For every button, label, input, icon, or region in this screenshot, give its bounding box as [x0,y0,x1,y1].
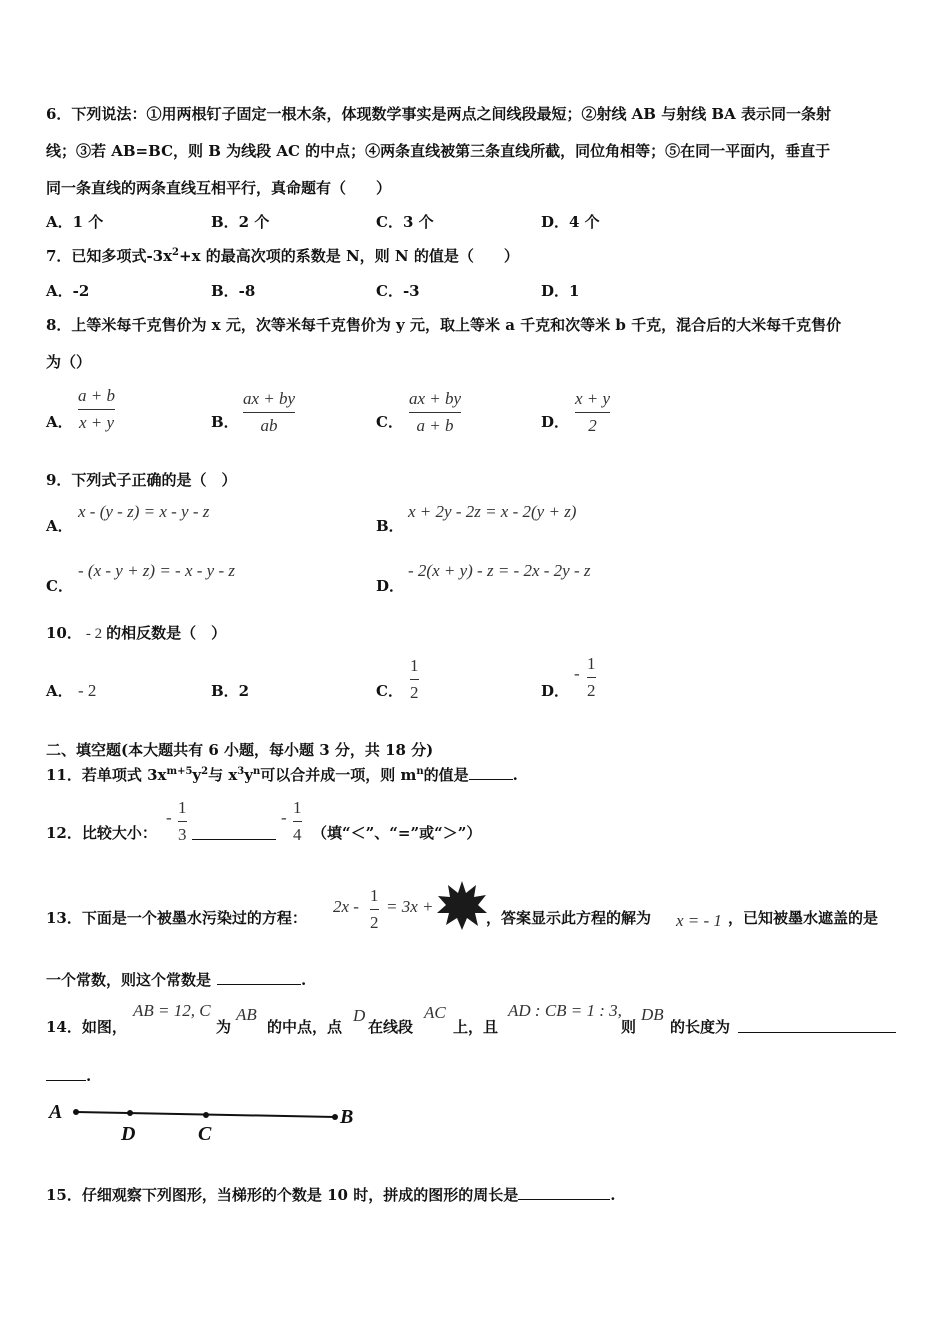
q15-stem [46,1184,615,1205]
q8-fraction-a [78,386,115,433]
q6-option-d: D．4 个 [541,213,600,231]
q8-label-b: B． [211,413,239,431]
q14-m5: AD : CB = 1 : 3, [508,1001,622,1020]
q13-suffix: ，已知被墨水遮盖的是 [728,909,879,927]
section-title-fill-blank: 二、填空题(本大题共有 6 小题，每小题 3 分，共 18 分) [46,741,434,759]
q8-fraction-a-num: a + b [78,386,115,405]
q8-fraction-c-num: ax + by [409,389,462,408]
q14-end: . [86,1067,92,1085]
q14-p7: 的长度为 [670,1018,731,1036]
q14-m1: AB = 12, C [133,1001,211,1020]
q13-answer-blank[interactable] [217,970,301,985]
q13-eq-fraction-num: 1 [370,886,379,905]
q8-fraction-c-den: a + b [416,416,454,435]
q8-fraction-b-num: ax + by [243,389,296,408]
q13-eq-fraction-den: 2 [370,913,379,932]
q10-fraction-c-num: 1 [410,656,419,675]
q12-fraction-1-den: 3 [178,825,187,844]
q12-fraction-2 [293,798,302,845]
q10-fraction-c-den: 2 [410,683,419,702]
q14-line2 [46,1066,91,1085]
q14-p5: 上，且 [453,1018,499,1036]
q12-suffix: （填“＜”、“=”或“＞”） [312,824,482,842]
q14-answer-blank[interactable] [738,1018,896,1033]
q14-p1: 14．如图， [46,1018,127,1036]
point-a-dot [73,1109,79,1115]
q8-label-d: D． [541,413,570,431]
point-c-dot [203,1112,209,1118]
q13-mid: ，答案显示此方程的解为 [486,909,652,927]
q10-stem [46,622,226,643]
q10-suffix: 的相反数是（ ） [106,624,227,642]
q14-m4: AC [424,1003,446,1022]
q8-label-c: C． [376,413,403,431]
q6-option-a: A．1 个 [46,213,104,231]
q14-p3: 的中点，点 [267,1018,343,1036]
q12-fraction-1 [178,798,187,845]
q8-label-a: A． [46,413,73,431]
q10-label-c: C． [376,682,403,700]
point-b-label: B [340,1106,354,1128]
point-c-label: C [198,1123,212,1145]
q13-end: . [301,971,307,989]
point-d-label: D [121,1123,136,1145]
q8-fraction-b [243,389,295,436]
q7-exponent: 2 [172,247,180,258]
q11-sup-1: m+5 [166,766,193,777]
q13-line2-text: 一个常数，则这个常数是 [46,971,212,989]
q13-prefix: 13．下面是一个被墨水污染过的方程： [46,909,307,927]
q14-p2: 为 [216,1018,232,1036]
q10-fraction-c [410,656,419,703]
q9-expr-c: - (x - y + z) = - x - y - z [78,561,235,580]
point-a-label: A [49,1101,63,1123]
q6-line1: 6．下列说法：①用两根钉子固定一根木条，体现数学事实是两点之间线段最短；②射线 AB 与射线 BA 表示同一条射 [46,105,831,123]
q7-suffix: +x 的最高次项的系数是 N，则 N 的值是（ ） [179,247,519,265]
q11-text-6: 的值是 [423,766,469,784]
q9-expr-d: - 2(x + y) - z = - 2x - 2y - z [408,561,591,580]
q10-value-a: - 2 [78,681,97,700]
q14-m6: DB [641,1005,664,1024]
q11-end: . [512,766,518,784]
q6-line3: 同一条直线的两条直线互相平行，真命题有（ ） [46,179,392,197]
q14-m2: AB [236,1005,257,1024]
q12-fraction-2-num: 1 [293,798,302,817]
q11-stem [46,764,518,785]
q8-fraction-a-den: x + y [78,413,115,432]
q8-fraction-d [575,389,610,436]
q9-label-a: A． [46,517,73,535]
q7-option-b: B．-8 [211,282,256,300]
q12-fraction-1-num: 1 [178,798,187,817]
q10-prefix: 10． [46,624,82,642]
q15-end: . [610,1186,616,1204]
q13-solution: x = - 1 [676,911,722,930]
q8-line1: 8．上等米每千克售价为 x 元，次等米每千克售价为 y 元，取上等米 a 千克和次等米 b 千克，混合后的大米每千克售价 [46,316,842,334]
q10-option-b: B．2 [211,682,250,700]
point-d-dot [127,1110,133,1116]
q9-expr-b: x + 2y - 2z = x - 2(y + z) [408,502,577,521]
q9-expr-a: x - (y - z) = x - y - z [78,502,210,521]
q12-prefix: 12．比较大小： [46,824,157,842]
q10-fraction-d-den: 2 [587,681,596,700]
q8-line2: 为（） [46,353,92,371]
q11-text-1: 11．若单项式 3x [46,766,167,784]
q6-option-b: B．2 个 [211,213,270,231]
q9-label-d: D． [376,577,405,595]
q11-text-3: 与 x [208,766,238,784]
q9-stem: 9．下列式子正确的是（ ） [46,471,237,489]
q8-fraction-c [409,389,461,436]
q15-text: 15．仔细观察下列图形，当梯形的个数是 10 时，拼成的图形的周长是 [46,1186,519,1204]
q12-fraction-2-den: 4 [293,825,302,844]
q8-fraction-d-num: x + y [575,389,611,408]
q7-option-c: C．-3 [376,282,420,300]
q15-answer-blank[interactable] [518,1185,610,1200]
q14-answer-blank-cont[interactable] [46,1066,86,1081]
q14-m3: D [353,1006,366,1025]
q11-text-4: y [244,766,253,784]
q13-eq-right: = 3x + [386,897,434,916]
q11-text-2: y [192,766,202,784]
q11-sup-2: 2 [201,766,209,777]
q11-text-5: 可以合并成一项，则 m [260,766,417,784]
q12-answer-blank[interactable] [192,825,276,840]
q13-eq-fraction [370,886,379,933]
q10-sign-d: - [574,664,580,683]
q11-answer-blank[interactable] [469,765,513,780]
q6-option-c: C．3 个 [376,213,434,231]
q10-fraction-d-num: 1 [587,654,596,673]
q14-p4: 在线段 [368,1018,414,1036]
q7-option-a: A．-2 [46,282,90,300]
q10-label-a: A． [46,682,73,700]
point-b-dot [332,1114,338,1120]
q7-prefix: 7．已知多项式-3x [46,247,173,265]
q6-line2: 线；③若 AB=BC，则 B 为线段 AC 的中点；④两条直线被第三条直线所截，同位角相等；⑤在同一平面内，垂直于 [46,142,831,160]
ink-blot-icon [436,879,488,931]
q7-stem [46,245,519,266]
q7-option-d: D．1 [541,282,580,300]
q13-eq-left: 2x - [333,897,359,916]
q8-fraction-b-den: ab [260,416,278,435]
q11-sup-3: 3 [237,766,245,777]
q13-line2 [46,969,306,990]
q9-label-c: C． [46,577,73,595]
q10-label-d: D． [541,682,570,700]
q9-label-b: B． [376,517,404,535]
q11-sup-5: n [416,766,424,777]
q14-p6: 则 [621,1018,637,1036]
q10-fraction-d [587,654,596,701]
q11-sup-4: n [252,766,261,777]
q12-sign-1: - [166,808,172,827]
q8-fraction-d-den: 2 [588,416,597,435]
q12-sign-2: - [281,808,287,827]
q10-value: - 2 [85,626,103,642]
